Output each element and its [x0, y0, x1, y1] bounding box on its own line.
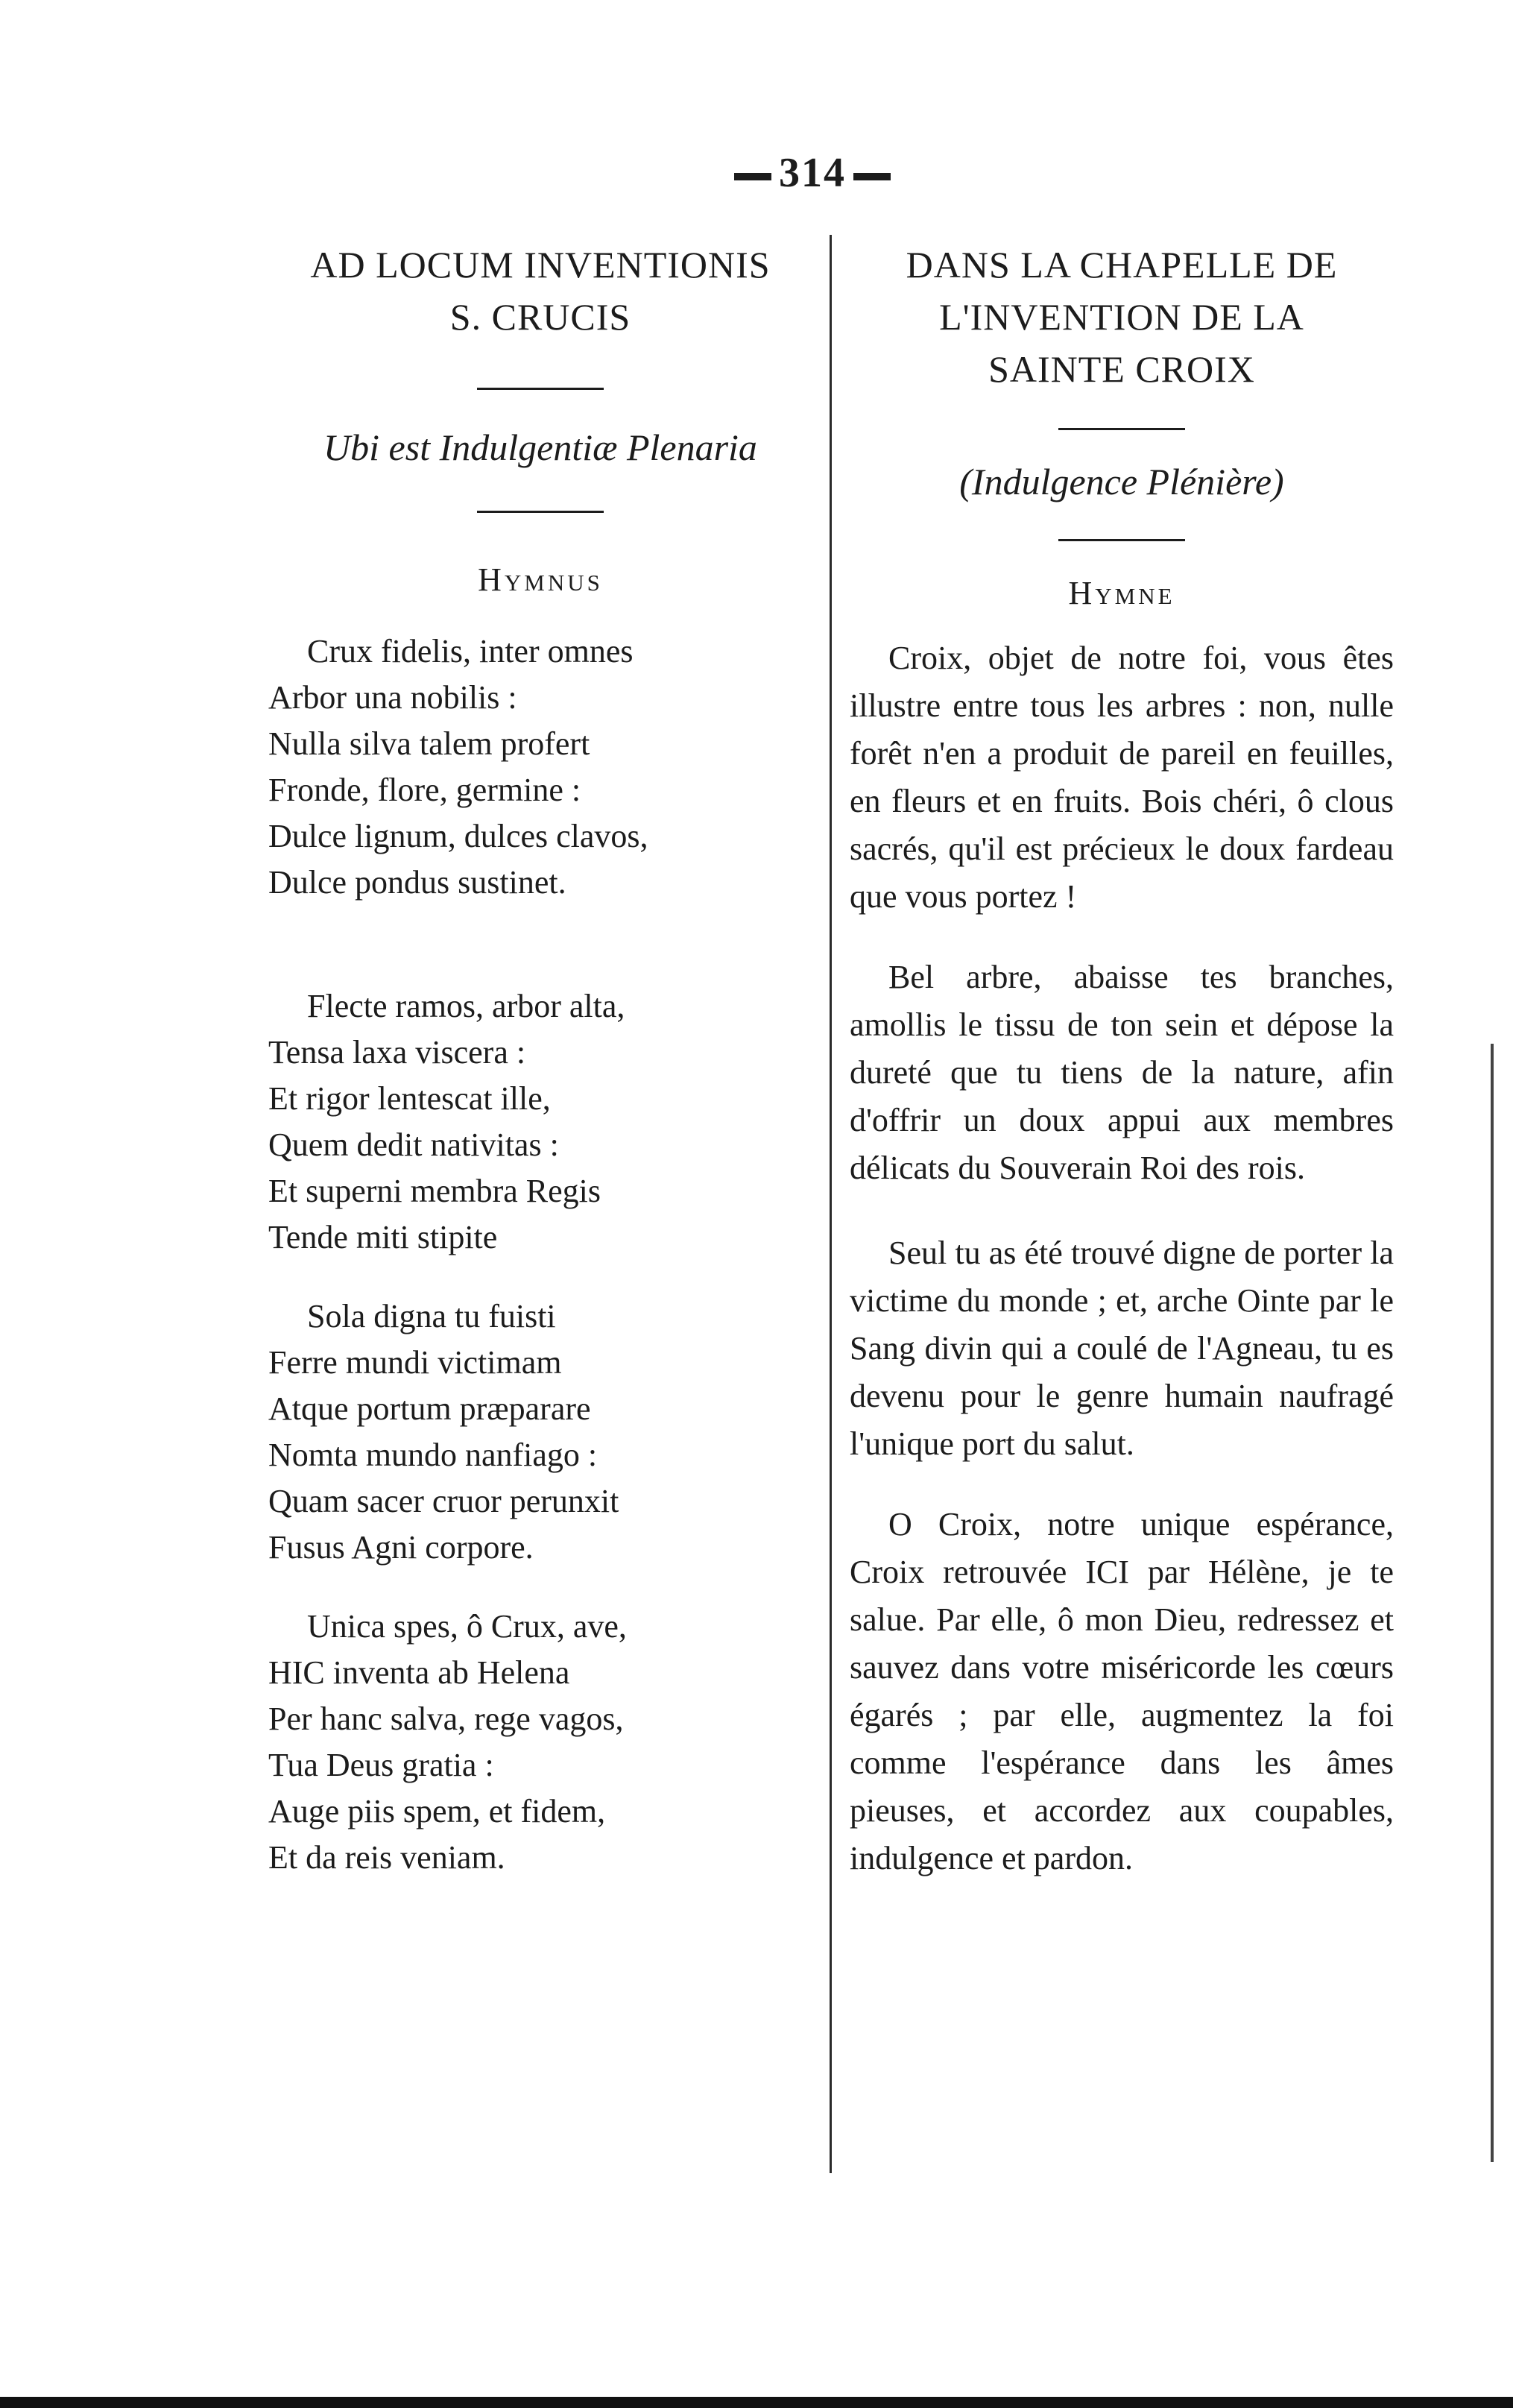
- french-column: [850, 239, 1394, 1882]
- verse-line: Dulce lignum, dulces clavos,: [268, 818, 648, 854]
- verse-line: Crux fidelis, inter omnes: [307, 633, 634, 669]
- verse-line: Fronde, flore, germine :: [268, 772, 581, 808]
- french-title-line: DANS LA CHAPELLE DE: [906, 244, 1338, 286]
- verse-line: Atque portum præparare: [268, 1390, 591, 1427]
- verse-line: Tua Deus gratia :: [268, 1747, 494, 1783]
- subtitle-rule: [477, 511, 604, 513]
- verse-line: Nomta mundo nanfiago :: [268, 1437, 598, 1473]
- verse-line: Sola digna tu fuisti: [307, 1298, 556, 1334]
- latin-stanza-4: [268, 1604, 812, 1881]
- french-paragraph: Croix, objet de notre foi, vous êtes illustre entre tous les arbres : non, nulle forêt n'en a produit de pareil en feuilles, en fleurs et en fruits. Bois chéri, ô clous sacrés, qu'il est précieux le doux fardeau que vous portez !: [850, 640, 1394, 915]
- page-number-ornament-right: [853, 173, 891, 180]
- page-edge-bottom: [0, 2397, 1513, 2408]
- latin-stanza-2: [268, 983, 812, 1261]
- verse-line: Flecte ramos, arbor alta,: [307, 988, 625, 1024]
- verse-line: Fusus Agni corpore.: [268, 1529, 534, 1566]
- verse-line: Dulce pondus sustinet.: [268, 864, 566, 901]
- page-edge-right: [1491, 1044, 1494, 2162]
- latin-stanza-3: [268, 1293, 812, 1571]
- title-rule: [1058, 428, 1185, 430]
- french-hymn-heading: Hymne: [1068, 575, 1175, 611]
- verse-line: HIC inventa ab Helena: [268, 1654, 570, 1691]
- latin-hymn-heading: Hymnus: [478, 561, 603, 598]
- french-paragraph: O Croix, notre unique espérance, Croix retrouvée ICI par Hélène, je te salue. Par elle, ô mon Dieu, redressez et sauvez dans votre miséricorde les cœurs égarés ; par elle, augmentez la foi comme l'espérance dans les âmes pieuses, et accordez aux coupables, indulgence et pardon.: [850, 1506, 1394, 1876]
- latin-stanza-1: [268, 628, 812, 906]
- verse-line: Et superni membra Regis: [268, 1173, 601, 1209]
- french-title-line: L'INVENTION DE LA: [939, 296, 1304, 338]
- latin-title-line: AD LOCUM INVENTIONIS: [310, 244, 771, 286]
- verse-line: Quem dedit nativitas :: [268, 1126, 559, 1163]
- verse-line: Tende miti stipite: [268, 1219, 498, 1255]
- latin-title-line: S. CRUCIS: [449, 296, 631, 338]
- verse-line: Tensa laxa viscera :: [268, 1034, 526, 1071]
- french-title: [850, 239, 1394, 395]
- page-number-ornament-left: [734, 173, 771, 180]
- verse-line: Auge piis spem, et fidem,: [268, 1793, 606, 1829]
- column-divider: [830, 235, 832, 2173]
- page-number: 314: [727, 149, 950, 197]
- verse-line: Quam sacer cruor perunxit: [268, 1483, 619, 1519]
- french-title-line: SAINTE CROIX: [988, 348, 1255, 390]
- french-paragraph: Bel arbre, abaisse tes branches, amollis le tissu de ton sein et dépose la dureté que tu tiens de la nature, afin d'offrir un doux appui aux membres délicats du Souverain Roi des rois.: [850, 959, 1394, 1186]
- latin-title: [268, 239, 812, 343]
- verse-line: Et da reis veniam.: [268, 1839, 505, 1876]
- verse-line: Et rigor lentescat ille,: [268, 1080, 551, 1117]
- title-rule: [477, 388, 604, 390]
- verse-line: Per hanc salva, rege vagos,: [268, 1701, 624, 1737]
- verse-line: Nulla silva talem profert: [268, 725, 590, 762]
- verse-line: Ferre mundi victimam: [268, 1344, 562, 1381]
- verse-line: Unica spes, ô Crux, ave,: [307, 1608, 627, 1645]
- verse-line: Arbor una nobilis :: [268, 679, 517, 716]
- french-subtitle: (Indulgence Plénière): [959, 461, 1284, 502]
- french-paragraph: Seul tu as été trouvé digne de porter la victime du monde ; et, arche Ointe par le Sang divin qui a coulé de l'Agneau, tu es devenu pour le genre humain naufragé l'unique port du salut.: [850, 1235, 1394, 1462]
- latin-column: [268, 239, 812, 1881]
- subtitle-rule: [1058, 539, 1185, 541]
- latin-subtitle: Ubi est Indulgentiæ Plenaria: [323, 426, 757, 468]
